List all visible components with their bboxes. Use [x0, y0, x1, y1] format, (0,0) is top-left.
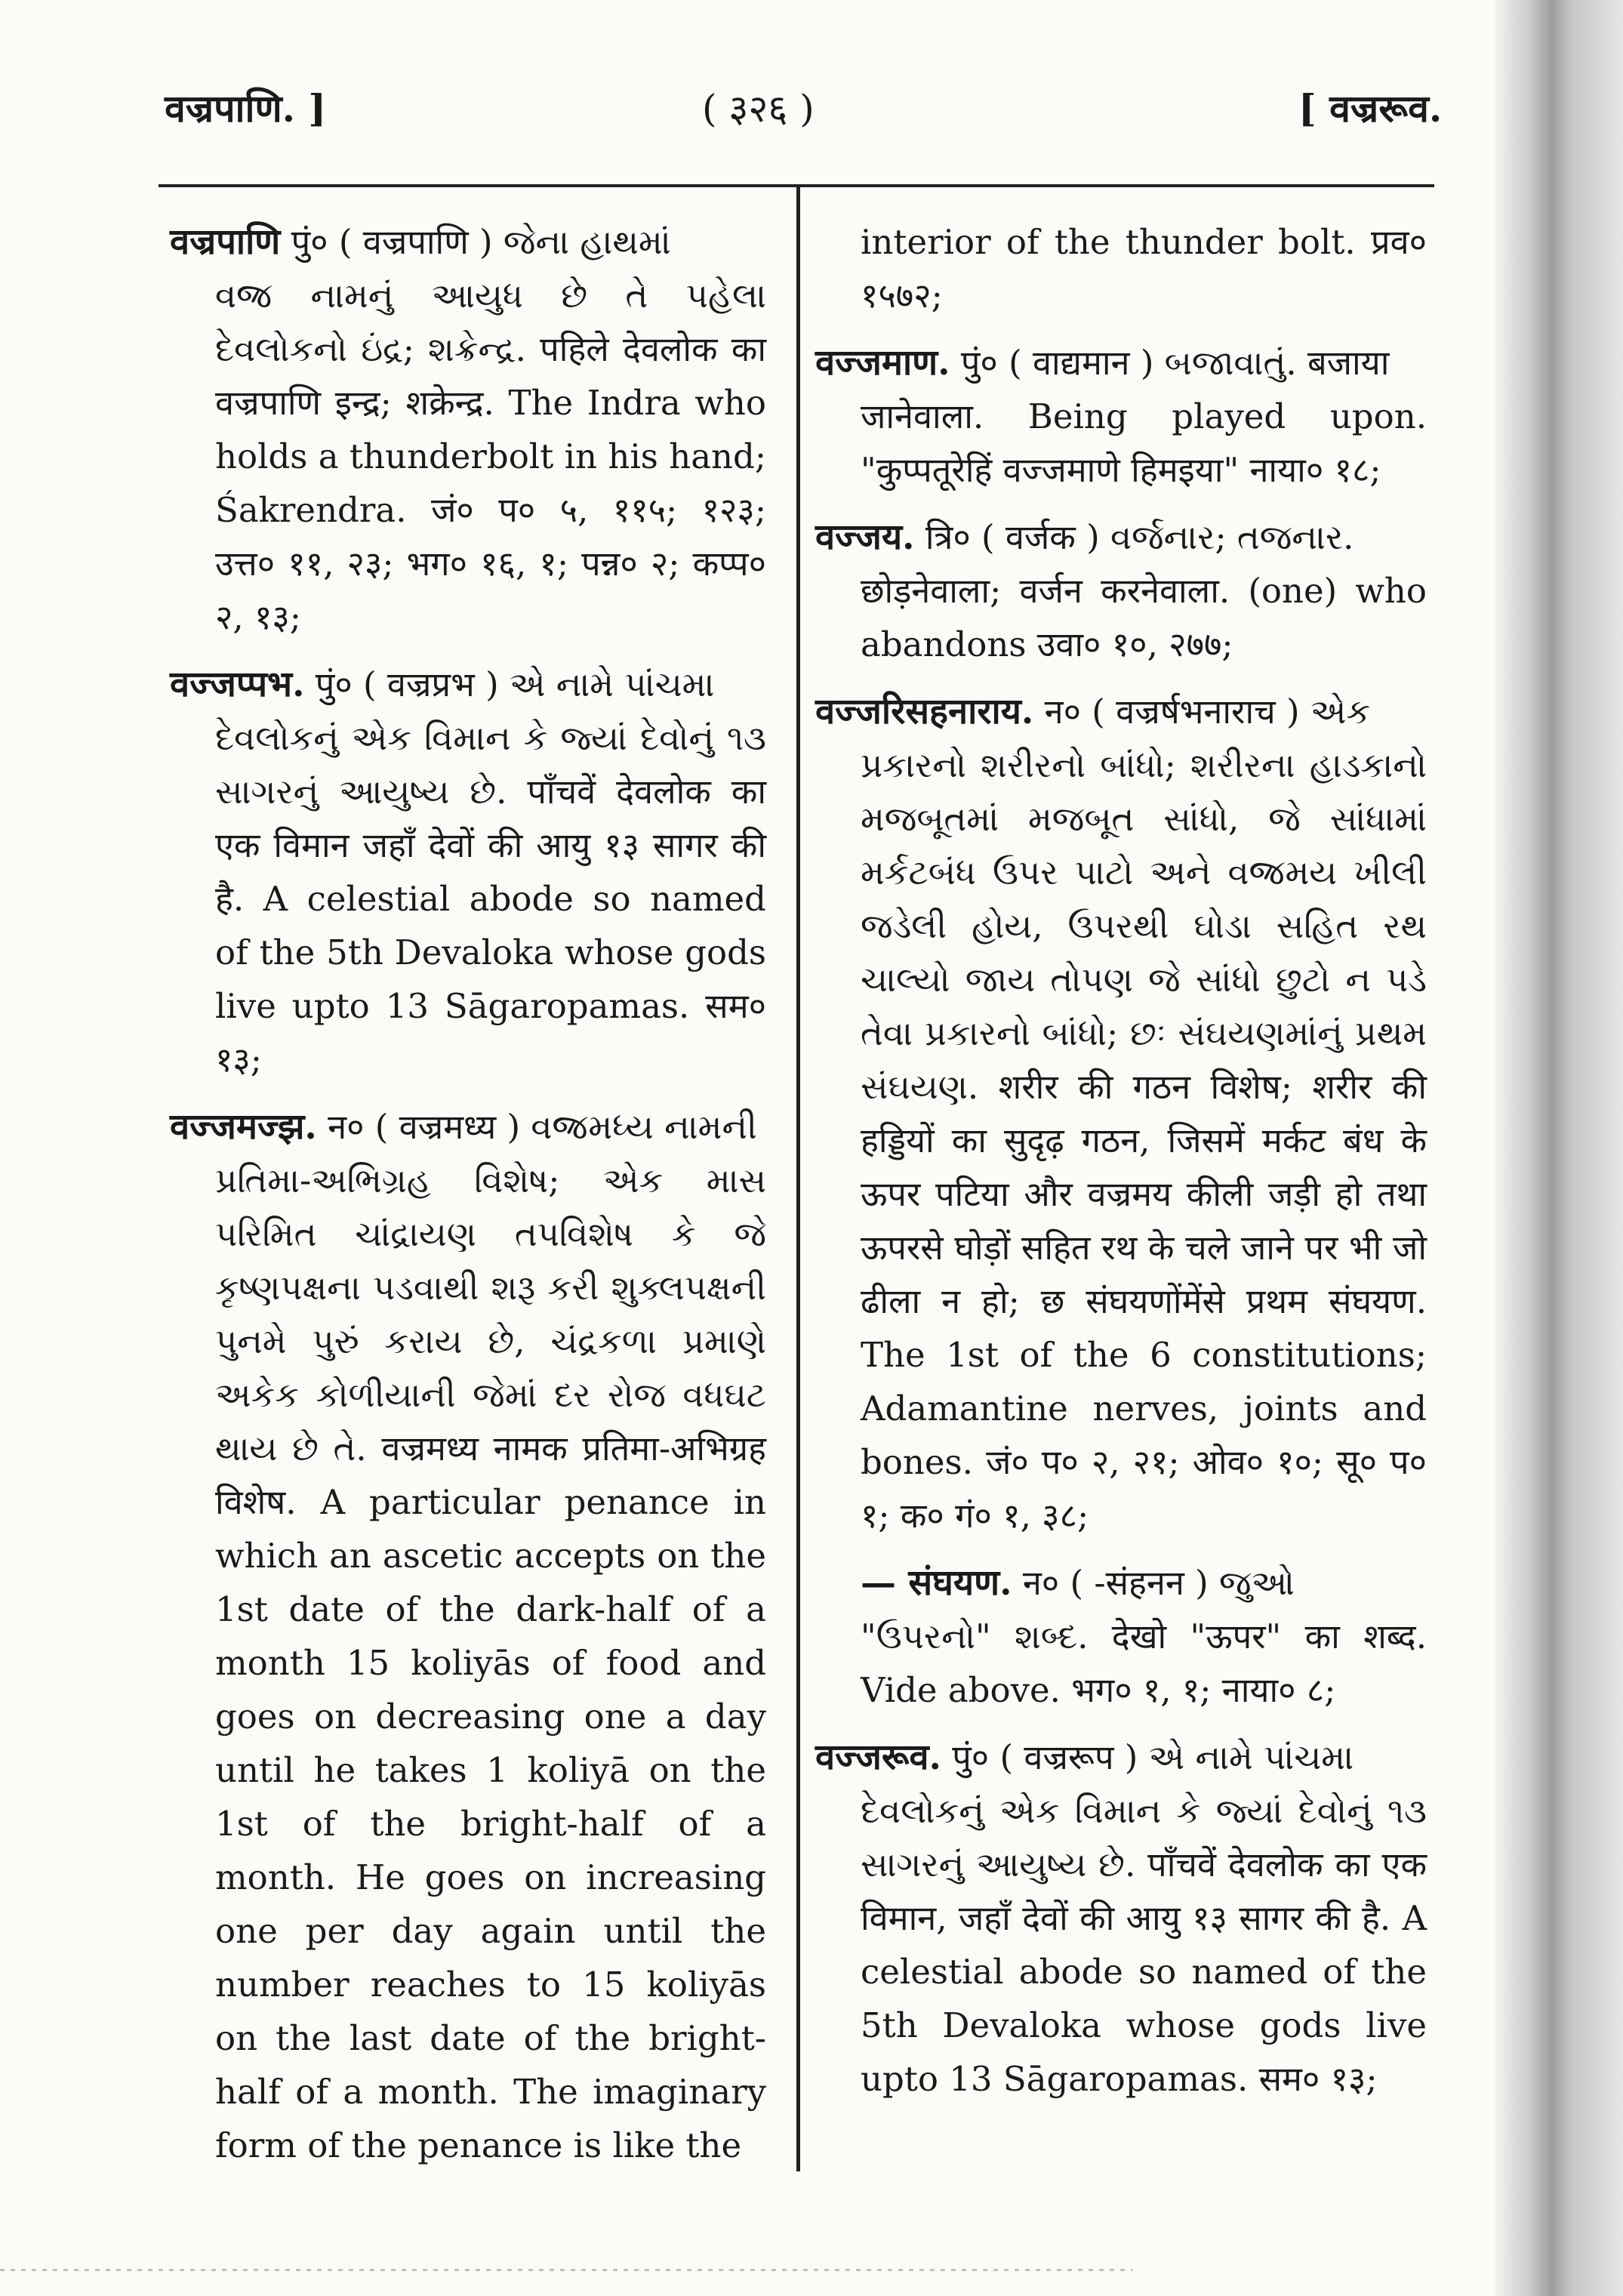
dictionary-entry [815, 336, 1427, 497]
entry-grammar: पुं० ( वज्ररूप ) એ નામે પાંચમા [952, 1737, 1354, 1777]
entry-headword: वज्जरिसहनाराय. [815, 691, 1034, 732]
header-left-guide-word: वज्रपाणि. ] [165, 86, 327, 131]
entry-headword: वज्जप्पभ. [170, 664, 305, 705]
entry-headword: वज्जय. [815, 516, 915, 558]
entry-grammar: त्रि० ( वर्जक ) વર્જનાર; તજનાર. [925, 517, 1354, 557]
dictionary-entry [170, 658, 766, 1086]
entry-grammar: पुं० ( वज्रपाणि ) જેના હાથમાં [291, 222, 671, 262]
entry-headword: वज्जमज्झ. [170, 1106, 317, 1148]
entry-headword: वज्जरूव. [815, 1737, 941, 1778]
page-header [0, 82, 1480, 149]
entry-definition: પ્રકારનો શરીરનો બાંધો; શરીરના હાડકાનો મજબૂતમાં મજબૂત સાંધો, જે સાંધામાં મર્કટબંધ ઉપર પાટો અને વજ્રમય ખીલી જડેલી હોય, ઉપરથી ઘોડા સહિત રથ ચાલ્યો જાય તોપણ જે સાંધો છુટો ન પડે તેવા પ્રકારનો બાંધો; છઃ સંઘયણમાંનું પ્રથમ સંઘયણ. शरीर की गठन विशेष; शरीर की हड्डियों का सुदृढ़ गठन, जिसमें मर्कट बंध के ऊपर पटिया और वज्रमय कीली जड़ी हो तथा ऊपरसे घोड़ों सहित रथ के चले जाने पर भी जो ढीला न हो; छ संघयणोंमेंसे प्रथम संघयण. The 1st of the 6 constitutions; Adamantine nerves, joints and bones. जं० प० २, २१; ओव० १०; सू० प० १; क० गं० १, ३८; [861, 745, 1427, 1536]
entry-definition: interior of the thunder bolt. प्रव० १५७२; [861, 222, 1427, 316]
dictionary-entry [815, 685, 1427, 1542]
entry-grammar: न० ( वज्रर्षभनाराच ) એક [1044, 692, 1371, 732]
dictionary-entry [170, 1100, 766, 2172]
entry-grammar: न० ( वज्रमध्य ) વજ્રમધ્ય નામની [328, 1107, 757, 1147]
entry-definition: દેવલોકનું એક વિમાન કે જ્યાં દેવોનું ૧૩ સાગરનું આયુષ્ય છે. पाँचवें देवलोक का एक विमान, जहाँ देवों की आयु १३ सागर की है. A celestial abode so named of the 5th Devaloka whose gods live upto 13 Sāgaropamas. सम० १३; [861, 1791, 1427, 2099]
dictionary-entry [815, 510, 1427, 671]
entry-definition: પ્રતિમા-અભિગ્રહ વિશેષ; એક માસ પરિમિત ચાંદ્રાયણ તપવિશેષ કે જે કૃષ્ણપક્ષના પડવાથી શરૂ કરી શુક્લપક્ષની પુનમે પુરું કરાય છે, ચંદ્રકળા પ્રમાણે અકેક કોળીયાની જેમાં દર રોજ વધઘટ થાય છે તે. वज्रमध्य नामक प्रतिमा-अभिग्रह विशेष. A particular penance in which an ascetic accepts on the 1st date of the dark-half of a month 15 koliyās of food and goes on decreasing one a day until he takes 1 koliyā on the 1st of the bright-half of a month. He goes on increasing one per day again until the number reaches to 15 koliyās on the last date of the bright-half of a month. The imaginary form of the penance is like the [215, 1160, 766, 2165]
entry-grammar: पुं० ( वज्रप्रभ ) એ નામે પાંચમા [315, 664, 715, 704]
column-divider [796, 186, 800, 2171]
left-column [170, 215, 766, 2186]
dictionary-entry [815, 1730, 1427, 2106]
entry-headword: — संघयण. [861, 1562, 1012, 1604]
header-right-guide-word: [ वज्ररूव. [1298, 86, 1443, 131]
dictionary-entry [170, 215, 766, 644]
entry-headword: वज्रपाणि [170, 221, 281, 263]
dictionary-entry-continuation [815, 215, 1427, 322]
right-column [815, 215, 1427, 2119]
entry-grammar: न० ( -संहनन ) જુઓ [1022, 1563, 1295, 1603]
entry-definition: "ઉપરનો" શબ્દ. देखो "ऊपर" का शब्द. Vide above. भग० १, १; नाया० ८; [861, 1616, 1427, 1710]
scan-gutter [1495, 0, 1623, 2296]
entry-definition: जानेवाला. Being played upon. "कुप्पतूरेहिं वज्जमाणे हिमइया" नाया० १८; [861, 396, 1427, 490]
dictionary-subentry [815, 1556, 1427, 1717]
entry-definition: छोड़नेवाला; वर्जन करनेवाला. (one) who abandons उवा० १०, २७७; [861, 571, 1427, 664]
page-number: ( ३२६ ) [702, 87, 815, 131]
scan-edge-dots [0, 2269, 1132, 2271]
entry-grammar: पुं० ( वाद्यमान ) બજાવાતું. बजाया [960, 343, 1390, 383]
entry-definition: વજ્ર નામનું આયુધ છે તે પહેલા દેવલોકનો ઇંદ્ર; શક્રેન્દ્ર. पहिले देवलोक का वज्रपाणि इन्द्र; शक्रेन्द्र. The Indra who holds a thunderbolt in his hand; Śakrendra. जं० प० ५, ११५; १२३; उत्त० ११, २३; भग० १६, १; पन्न० २; कप्प० २, १३; [215, 276, 766, 637]
entry-headword: वज्जमाण. [815, 342, 950, 384]
entry-definition: દેવલોકનું એક વિમાન કે જ્યાં દેવોનું ૧૩ સાગરનું આયુષ્ય છે. पाँचवें देवलोक का एक विमान जहाँ देवों की आयु १३ सागर की है. A celestial abode so named of the 5th Devaloka whose gods live upto 13 Sāgaropamas. सम० १३; [215, 718, 766, 1080]
